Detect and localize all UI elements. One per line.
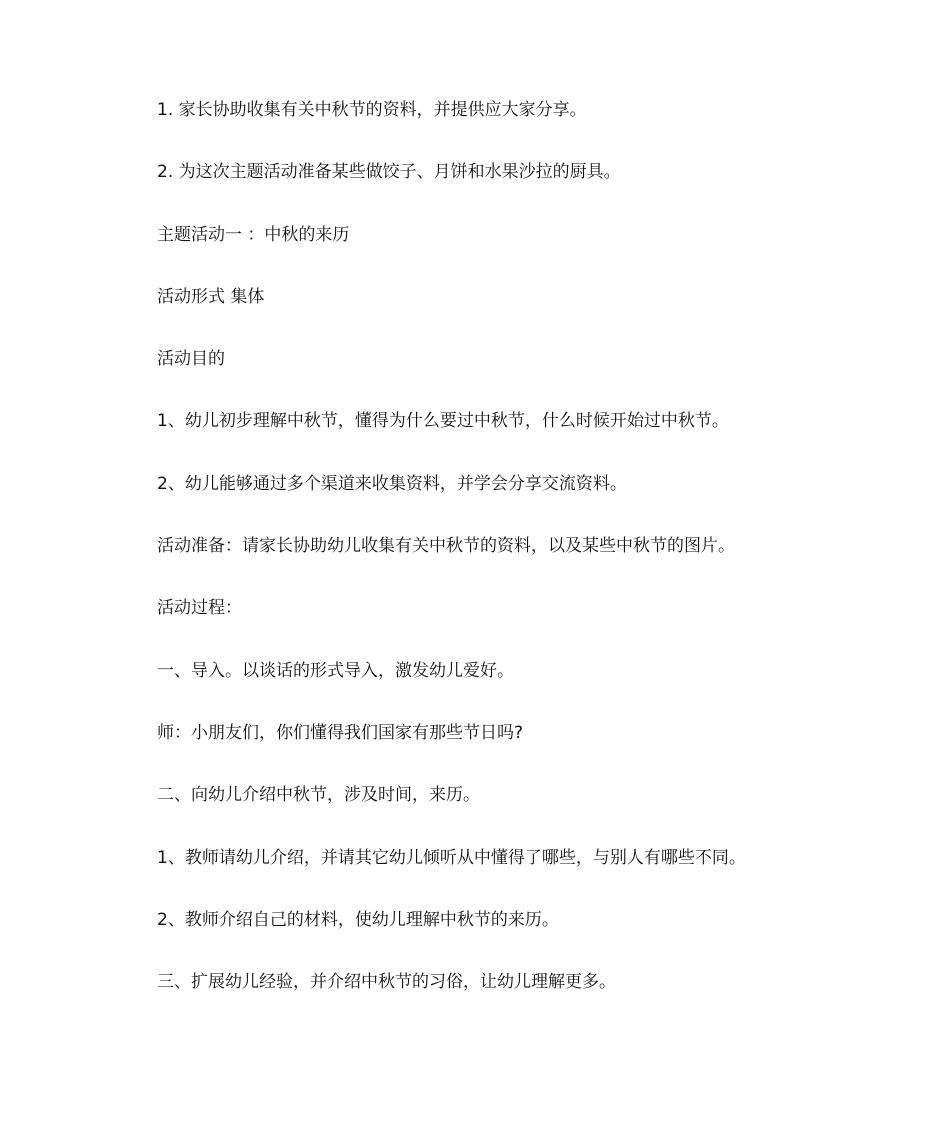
heading-theme-activity-1: 主题活动一 ：中秋的来历: [157, 224, 350, 245]
activity-goal-heading: 活动目的: [157, 349, 225, 370]
process-step-3: 三、扩展幼儿经验，并介绍中秋节的习俗，让幼儿理解更多。: [157, 972, 616, 993]
teacher-question: 师：小朋友们，你们懂得我们国家有那些节日吗?: [157, 722, 524, 743]
paragraph-prep-item-2: 2. 为这次主题活动准备某些做饺子、月饼和水果沙拉的厨具。: [157, 162, 621, 183]
activity-process-heading: 活动过程：: [157, 598, 242, 619]
document-body: [157, 95, 877, 1029]
process-step-2-item-2: 2、教师介绍自己的材料，使幼儿理解中秋节的来历。: [157, 909, 559, 930]
process-step-2: 二、向幼儿介绍中秋节，涉及时间，来历。: [157, 785, 480, 806]
activity-goal-1: 1、幼儿初步理解中秋节，懂得为什么要过中秋节，什么时候开始过中秋节。: [157, 411, 729, 432]
process-step-2-item-1: 1、教师请幼儿介绍，并请其它幼儿倾听从中懂得了哪些，与别人有哪些不同。: [157, 847, 746, 868]
process-step-1: 一、导入。以谈话的形式导入，激发幼儿爱好。: [157, 660, 514, 681]
activity-preparation: 活动准备：请家长协助幼儿收集有关中秋节的资料，以及某些中秋节的图片。: [157, 536, 735, 557]
activity-form-line: 活动形式 集体: [157, 286, 265, 307]
activity-goal-2: 2、幼儿能够通过多个渠道来收集资料，并学会分享交流资料。: [157, 473, 627, 494]
paragraph-prep-item-1: 1. 家长协助收集有关中秋节的资料，并提供应大家分享。: [157, 100, 587, 120]
